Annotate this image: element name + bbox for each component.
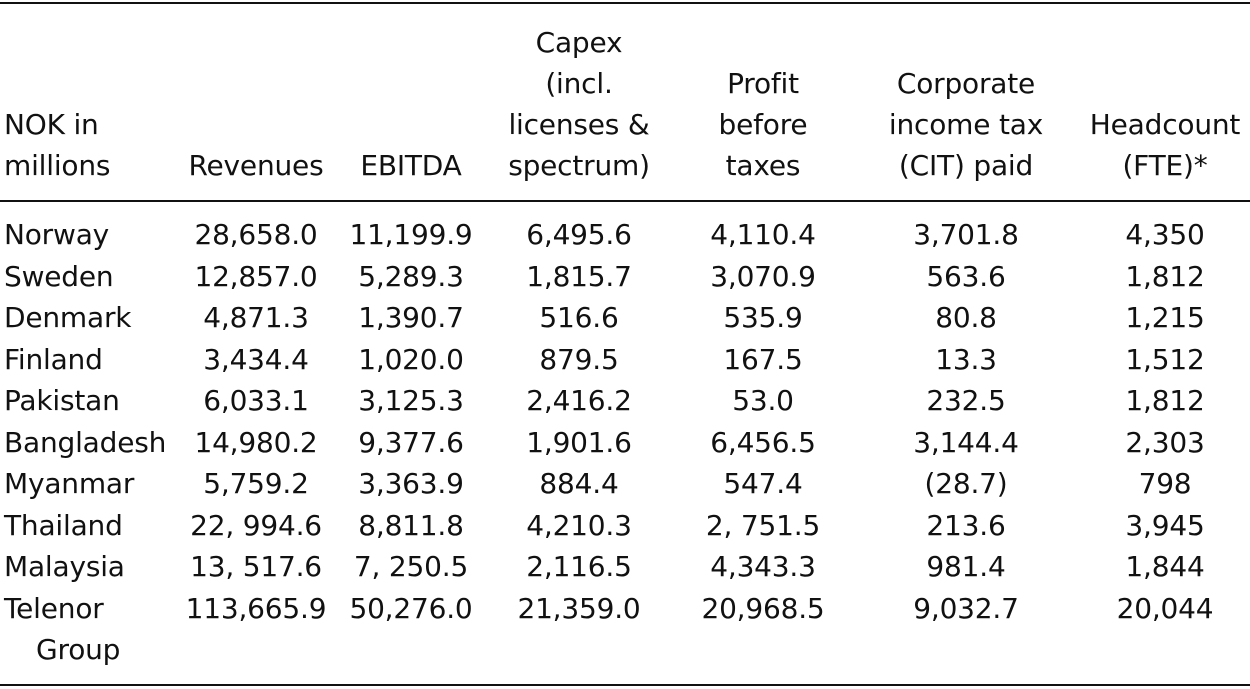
row-label: Denmark — [4, 301, 132, 334]
table-cell-profit-before-taxes: 4,110.4 — [710, 218, 816, 251]
table-cell-cit-paid: 213.6 — [926, 508, 1006, 542]
table-cell-headcount: 798 — [1138, 467, 1192, 500]
table-cell-headcount: 2,303 — [1125, 425, 1205, 459]
table-cell-profit-before-taxes: 53.0 — [732, 384, 794, 417]
table-cell-cit-paid: (28.7) — [924, 467, 1008, 500]
table-cell-revenues: 113,665.9 — [185, 591, 327, 625]
table-cell-headcount: 4,350 — [1125, 218, 1205, 251]
table-cell-capex: 884.4 — [539, 467, 619, 500]
table-cell-ebitda: 1,390.7 — [358, 301, 464, 334]
table-cell-profit-before-taxes: 2, 751.5 — [705, 508, 821, 542]
table-cell-capex: 516.6 — [539, 301, 619, 334]
table-cell-cit-paid: 232.5 — [926, 384, 1006, 417]
table-cell-capex: 4,210.3 — [526, 508, 632, 542]
column-header-headcount: Headcount (FTE)* — [1089, 108, 1241, 182]
table-cell-capex: 879.5 — [539, 342, 619, 376]
table-cell-ebitda: 9,377.6 — [358, 425, 464, 459]
row-label: Finland — [4, 342, 103, 376]
table-cell-headcount: 1,512 — [1125, 342, 1205, 376]
row-label: Myanmar — [4, 467, 135, 500]
table-cell-ebitda: 3,363.9 — [358, 467, 464, 500]
table-cell-revenues: 14,980.2 — [194, 425, 318, 459]
table-cell-profit-before-taxes: 535.9 — [723, 301, 803, 334]
table-cell-cit-paid: 9,032.7 — [913, 591, 1019, 625]
column-header-revenues: Revenues — [188, 149, 324, 182]
table-cell-revenues: 5,759.2 — [203, 467, 309, 500]
table-cell-ebitda: 5,289.3 — [358, 259, 464, 293]
table-cell-revenues: 6,033.1 — [203, 384, 309, 417]
table-cell-ebitda: 11,199.9 — [349, 218, 473, 251]
table-cell-headcount: 1,812 — [1125, 384, 1205, 417]
table-cell-revenues: 3,434.4 — [203, 342, 309, 376]
table-cell-ebitda: 8,811.8 — [358, 508, 464, 542]
row-label: Pakistan — [4, 384, 120, 417]
row-label: Telenor — [4, 591, 104, 625]
row-label: Bangladesh — [4, 425, 167, 459]
table-cell-profit-before-taxes: 6,456.5 — [710, 425, 816, 459]
table-cell-revenues: 28,658.0 — [194, 218, 318, 251]
table-cell-headcount: 20,044 — [1116, 591, 1214, 625]
column-header-capex: Capex (incl. licenses & spectrum) — [508, 26, 650, 182]
table-cell-profit-before-taxes: 20,968.5 — [701, 591, 825, 625]
table-cell-ebitda: 50,276.0 — [349, 591, 473, 625]
table-cell-profit-before-taxes: 4,343.3 — [710, 550, 816, 583]
row-label: Thailand — [4, 508, 123, 542]
row-label-continuation: Group — [36, 633, 121, 666]
table-cell-cit-paid: 3,144.4 — [913, 425, 1019, 459]
table-cell-headcount: 1,215 — [1125, 301, 1205, 334]
row-label: Malaysia — [4, 550, 125, 583]
table-cell-cit-paid: 563.6 — [926, 259, 1006, 293]
table-cell-headcount: 1,844 — [1125, 550, 1205, 583]
table-cell-revenues: 4,871.3 — [203, 301, 309, 334]
row-label: Sweden — [4, 259, 114, 293]
column-header-profit-before-taxes: Profit before taxes — [718, 67, 808, 182]
table-cell-revenues: 22, 994.6 — [190, 508, 322, 542]
table-cell-cit-paid: 3,701.8 — [913, 218, 1019, 251]
table-cell-capex: 1,901.6 — [526, 425, 632, 459]
table-top-rule — [0, 2, 1250, 4]
table-bottom-rule — [0, 684, 1250, 686]
table-cell-capex: 2,116.5 — [526, 550, 632, 583]
table-cell-profit-before-taxes: 547.4 — [723, 467, 803, 500]
table-cell-profit-before-taxes: 167.5 — [723, 342, 803, 376]
table-cell-profit-before-taxes: 3,070.9 — [710, 259, 816, 293]
column-header-ebitda: EBITDA — [360, 149, 462, 182]
table-cell-cit-paid: 80.8 — [935, 301, 997, 334]
table-cell-headcount: 1,812 — [1125, 259, 1205, 293]
column-header-country: NOK in millions — [4, 108, 111, 182]
table-cell-ebitda: 3,125.3 — [358, 384, 464, 417]
table-cell-capex: 21,359.0 — [517, 591, 641, 625]
table-cell-ebitda: 1,020.0 — [358, 342, 464, 376]
table-cell-cit-paid: 13.3 — [935, 342, 997, 376]
table-cell-capex: 6,495.6 — [526, 218, 632, 251]
table-cell-capex: 1,815.7 — [526, 259, 632, 293]
row-label: Norway — [4, 218, 110, 251]
column-header-cit-paid: Corporate income tax (CIT) paid — [888, 67, 1044, 182]
table-cell-capex: 2,416.2 — [526, 384, 632, 417]
table-cell-revenues: 13, 517.6 — [190, 550, 322, 583]
table-cell-headcount: 3,945 — [1125, 508, 1205, 542]
table-cell-cit-paid: 981.4 — [926, 550, 1006, 583]
table-cell-ebitda: 7, 250.5 — [353, 550, 469, 583]
table-header-rule — [0, 200, 1250, 202]
table-cell-revenues: 12,857.0 — [194, 259, 318, 293]
